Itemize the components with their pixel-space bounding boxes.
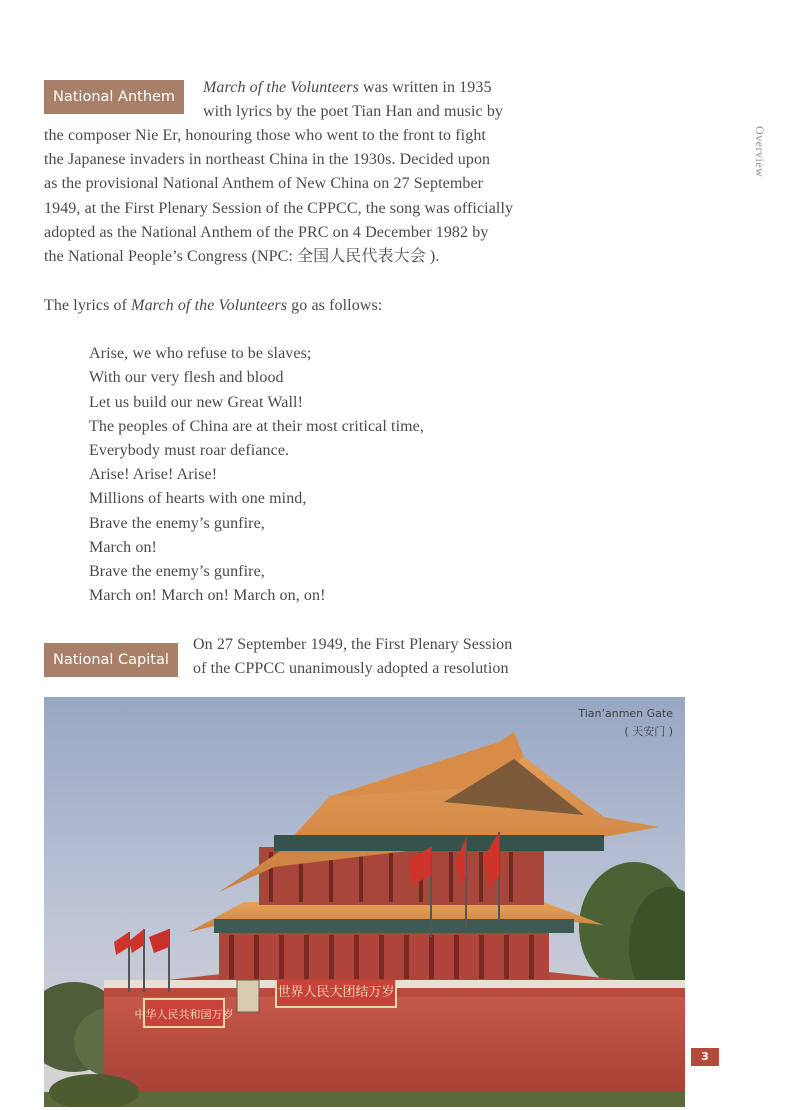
lyric-line: Arise, we who refuse to be slaves; — [89, 345, 312, 362]
anthem-first-line-rest: was written in 1935 — [358, 79, 492, 96]
anthem-first-line — [203, 76, 492, 100]
tiananmen-gate-illustration — [44, 697, 685, 1107]
tiananmen-gate-photo — [44, 697, 685, 1107]
anthem-line: the Japanese invaders in northeast China in the 1930s. Decided upon — [44, 151, 491, 168]
lyric-line: March on! March on! March on, on! — [89, 587, 326, 604]
capital-line: of the CPPCC unanimously adopted a resolution — [193, 660, 509, 677]
lyric-line: The peoples of China are at their most critical time, — [89, 418, 424, 435]
anthem-line: as the provisional National Anthem of New China on 27 September — [44, 175, 484, 192]
side-section-tab: Overview — [753, 126, 767, 178]
capital-line: On 27 September 1949, the First Plenary Session — [193, 636, 513, 653]
lyric-line: Arise! Arise! Arise! — [89, 466, 218, 483]
anthem-line: the National People’s Congress (NPC: 全国人民代表大会 ). — [44, 248, 440, 265]
lyrics-intro-title: March of the Volunteers — [131, 297, 288, 314]
anthem-line: with lyrics by the poet Tian Han and music by — [203, 103, 504, 120]
lyric-line: Brave the enemy’s gunfire, — [89, 515, 265, 532]
lyric-line: Brave the enemy’s gunfire, — [89, 563, 265, 580]
anthem-song-title: March of the Volunteers — [203, 79, 359, 96]
lyric-line: Millions of hearts with one mind, — [89, 490, 307, 507]
anthem-line: adopted as the National Anthem of the PRC on 4 December 1982 by — [44, 224, 489, 241]
lyric-line: March on! — [89, 539, 157, 556]
page-number: 3 — [691, 1048, 719, 1066]
lyric-line: With our very flesh and blood — [89, 369, 284, 386]
banner-left: 中华人民共和国万岁 — [134, 1008, 234, 1021]
anthem-line: 1949, at the First Plenary Session of the CPPCC, the song was officially — [44, 200, 514, 217]
lyrics-intro-before: The lyrics of — [44, 297, 132, 314]
photo-caption — [578, 705, 673, 741]
lyric-line: Everybody must roar defiance. — [89, 442, 290, 459]
lyric-line: Let us build our new Great Wall! — [89, 394, 304, 411]
lyrics-intro-after: go as follows: — [287, 297, 383, 314]
national-anthem-badge: National Anthem — [44, 80, 184, 114]
lyrics-intro — [44, 294, 382, 318]
anthem-line: the composer Nie Er, honouring those who went to the front to fight — [44, 127, 486, 144]
photo-caption-zh: ( 天安门 ) — [624, 725, 673, 738]
national-capital-badge: National Capital — [44, 643, 178, 677]
banner-right: 世界人民大团结万岁 — [277, 985, 395, 1000]
photo-caption-en: Tian’anmen Gate — [578, 707, 673, 720]
